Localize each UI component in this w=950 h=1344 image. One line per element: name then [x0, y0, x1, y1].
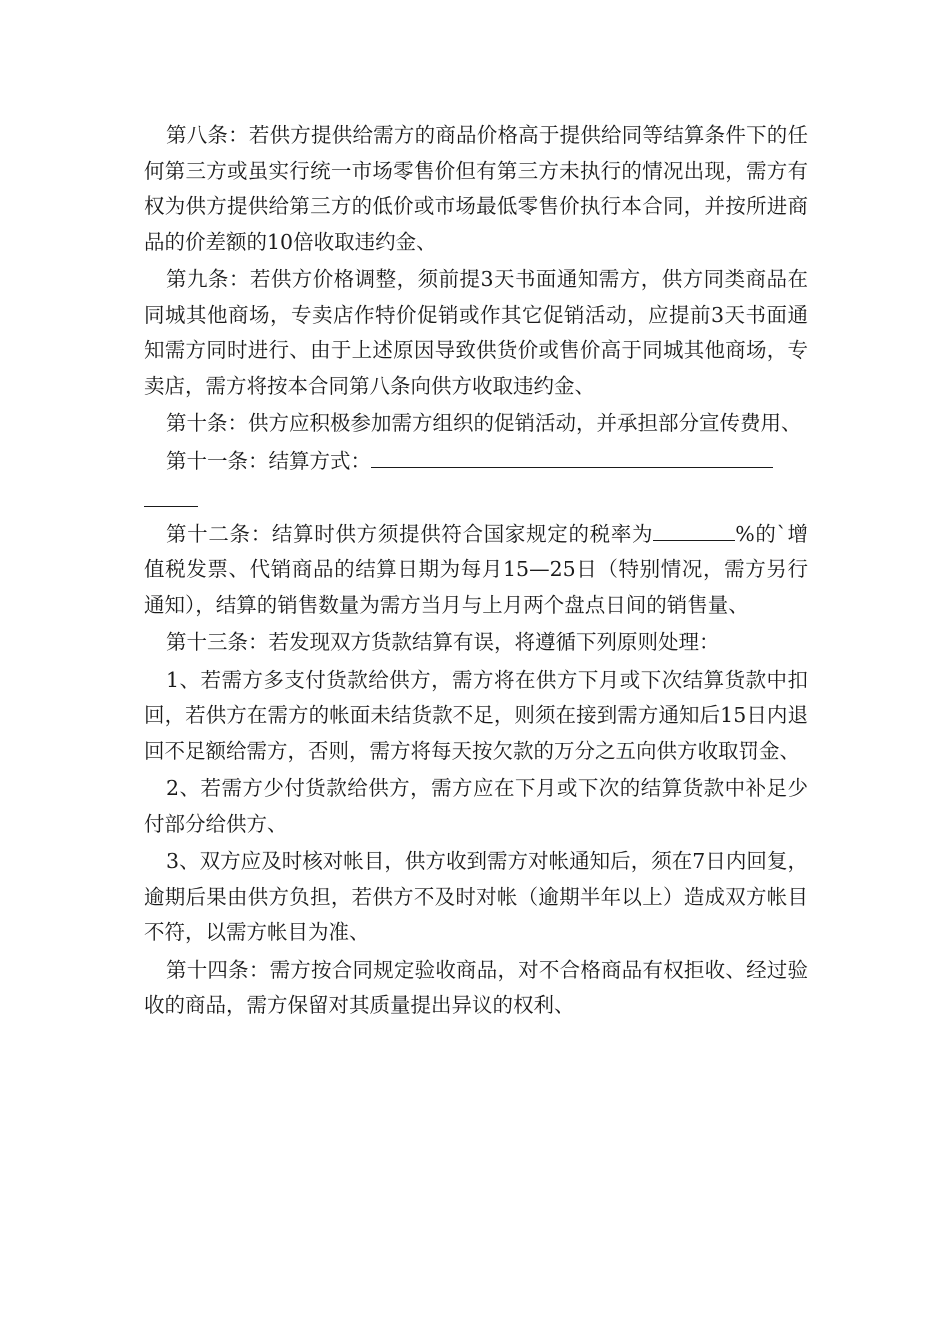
article-13-item-1-text: 1、若需方多支付货款给供方，需方将在供方下月或下次结算货款中扣回，若供方在需方的帐面未结货款不足，则须在接到需方通知后15日内退回不足额给需方，否则，需方将每天按欠款的万分之五向供方收取罚金、: [144, 667, 808, 763]
settlement-method-blank: [371, 445, 773, 468]
article-12: [144, 517, 808, 624]
article-13-item-3: [144, 844, 808, 951]
article-11-label: 第十一条：结算方式：: [166, 448, 371, 473]
article-8-text: 第八条：若供方提供给需方的商品价格高于提供给同等结算条件下的任何第三方或虽实行统一市场零售价但有第三方未执行的情况出现，需方有权为供方提供给第三方的低价或市场最低零售价执行本合同，并按所进商品的价差额的10倍收取违约金、: [144, 123, 808, 254]
article-9-text: 第九条：若供方价格调整，须前提3天书面通知需方，供方同类商品在同城其他商场，专卖店作特价促销或作其它促销活动，应提前3天书面通知需方同时进行、由于上述原因导致供货价或售价高于同城其他商场，专卖店，需方将按本合同第八条向供方收取违约金、: [144, 267, 808, 398]
article-8: [144, 118, 808, 260]
settlement-method-blank-end: [144, 506, 198, 507]
article-13-item-2-text: 2、若需方少付货款给供方，需方应在下月或下次的结算货款中补足少付部分给供方、: [144, 776, 808, 836]
article-13-text: 第十三条：若发现双方货款结算有误，将遵循下列原则处理：: [166, 630, 720, 654]
article-13-item-1: [144, 663, 808, 770]
article-11-blank-continuation: [144, 479, 808, 515]
article-14: [144, 953, 808, 1024]
article-10: [144, 406, 808, 442]
article-11: [144, 444, 808, 480]
article-13-item-2: [144, 771, 808, 842]
article-13-item-3-text: 3、双方应及时核对帐目，供方收到需方对帐通知后，须在7日内回复，逾期后果由供方负担，若供方不及时对帐（逾期半年以上）造成双方帐目不符，以需方帐目为准、: [144, 849, 808, 944]
tax-rate-blank: [653, 518, 735, 541]
article-12-text-after: %的`增值税发票、代销商品的结算日期为每月15—25日（特别情况，需方另行通知），结算的销售数量为需方当月与上月两个盘点日间的销售量、: [144, 521, 808, 617]
article-14-text: 第十四条：需方按合同规定验收商品，对不合格商品有权拒收、经过验收的商品，需方保留对其质量提出异议的权利、: [144, 957, 808, 1017]
article-13: [144, 625, 808, 661]
article-12-text-before: 第十二条：结算时供方须提供符合国家规定的税率为: [166, 521, 654, 546]
contract-page: [144, 118, 808, 1026]
article-10-text: 第十条：供方应积极参加需方组织的促销活动，并承担部分宣传费用、: [166, 411, 802, 435]
article-9: [144, 262, 808, 404]
